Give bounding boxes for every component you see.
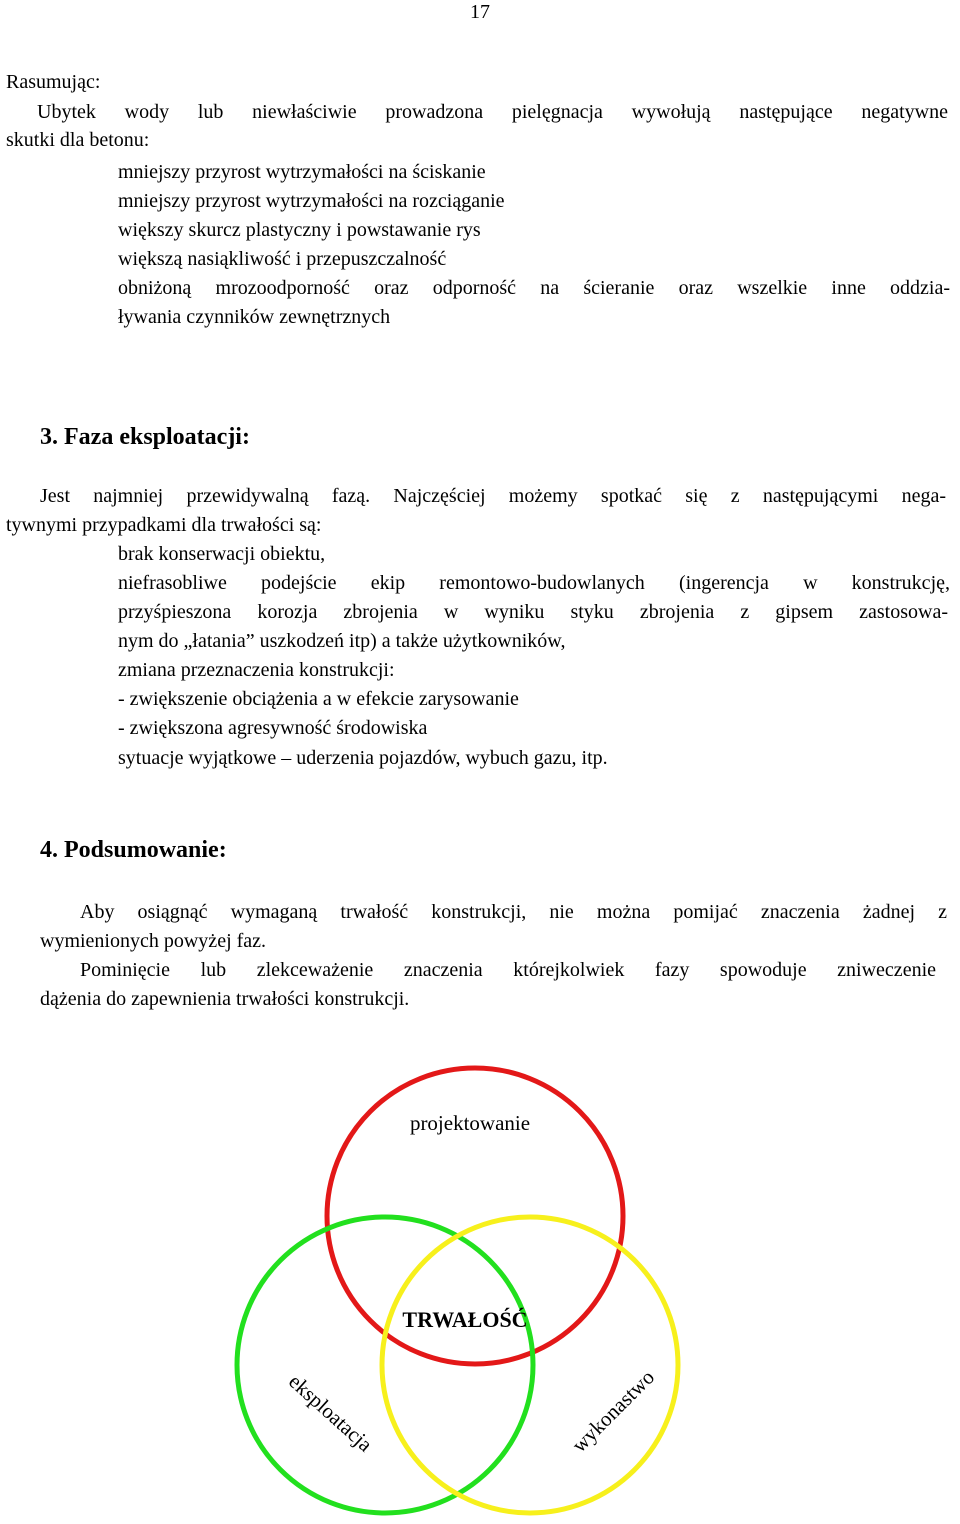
summary-item: mniejszy przyrost wytrzymałości na ściskanie xyxy=(118,161,486,183)
section-3-item: - zwiększenie obciążenia a w efekcie zarysowanie xyxy=(118,688,519,710)
section-3-item: sytuacje wyjątkowe – uderzenia pojazdów, wybuch gazu, itp. xyxy=(118,747,608,769)
label-eksploatacja: eksploatacja xyxy=(284,1369,378,1457)
summary-heading: Rasumując: xyxy=(6,71,101,93)
section-3-item: nym do „łatania” uszkodzeń itp) a także użytkowników, xyxy=(118,630,566,652)
section-3-heading: 3. Faza eksploatacji: xyxy=(40,424,250,450)
section-4-paragraph-2-line-1: Pominięcie lub zlekceważenie znaczenia którejkolwiek fazy spowoduje zniweczenie xyxy=(80,959,936,981)
circle-wykonastwo xyxy=(382,1217,678,1513)
section-4-paragraph-1-line-2: wymienionych powyżej faz. xyxy=(40,930,267,952)
section-4-paragraph-2-line-2: dążenia do zapewnienia trwałości konstrukcji. xyxy=(40,988,410,1010)
section-3-item: niefrasobliwe podejście ekip remontowo-budowlanych (ingerencja w konstrukcję, xyxy=(118,572,950,594)
section-3-paragraph-line-1: Jest najmniej przewidywalną fazą. Najczęściej możemy spotkać się z następującymi nega- xyxy=(40,485,946,507)
venn-diagram xyxy=(0,1050,960,1524)
summary-intro-line-1: Ubytek wody lub niewłaściwie prowadzona pielęgnacja wywołują następujące negatywne xyxy=(37,101,948,123)
label-center-trwalosc: TRWAŁOŚĆ xyxy=(402,1307,528,1332)
section-3-item: przyśpieszona korozja zbrojenia w wyniku styku zbrojenia z gipsem zastosowa- xyxy=(118,601,948,623)
summary-item: obniżoną mrozoodporność oraz odporność na ścieranie oraz wszelkie inne oddzia- xyxy=(118,277,950,299)
label-projektowanie: projektowanie xyxy=(409,1111,531,1135)
summary-item: mniejszy przyrost wytrzymałości na rozciąganie xyxy=(118,190,505,212)
section-3-item: - zwiększona agresywność środowiska xyxy=(118,717,428,739)
label-wykonastwo: wykonastwo xyxy=(567,1365,660,1458)
section-3-paragraph-line-2: tywnymi przypadkami dla trwałości są: xyxy=(6,514,322,536)
summary-item: większą nasiąkliwość i przepuszczalność xyxy=(118,248,447,270)
section-3-item: zmiana przeznaczenia konstrukcji: xyxy=(118,659,395,681)
summary-item: większy skurcz plastyczny i powstawanie rys xyxy=(118,219,481,241)
page-number: 17 xyxy=(470,1,490,23)
summary-intro-line-2: skutki dla betonu: xyxy=(6,129,150,151)
section-4-heading: 4. Podsumowanie: xyxy=(40,837,227,863)
section-4-paragraph-1-line-1: Aby osiągnąć wymaganą trwałość konstrukcji, nie można pomijać znaczenia żadnej z xyxy=(80,901,947,923)
section-3-item: brak konserwacji obiektu, xyxy=(118,543,326,565)
summary-item: ływania czynników zewnętrznych xyxy=(118,306,391,328)
